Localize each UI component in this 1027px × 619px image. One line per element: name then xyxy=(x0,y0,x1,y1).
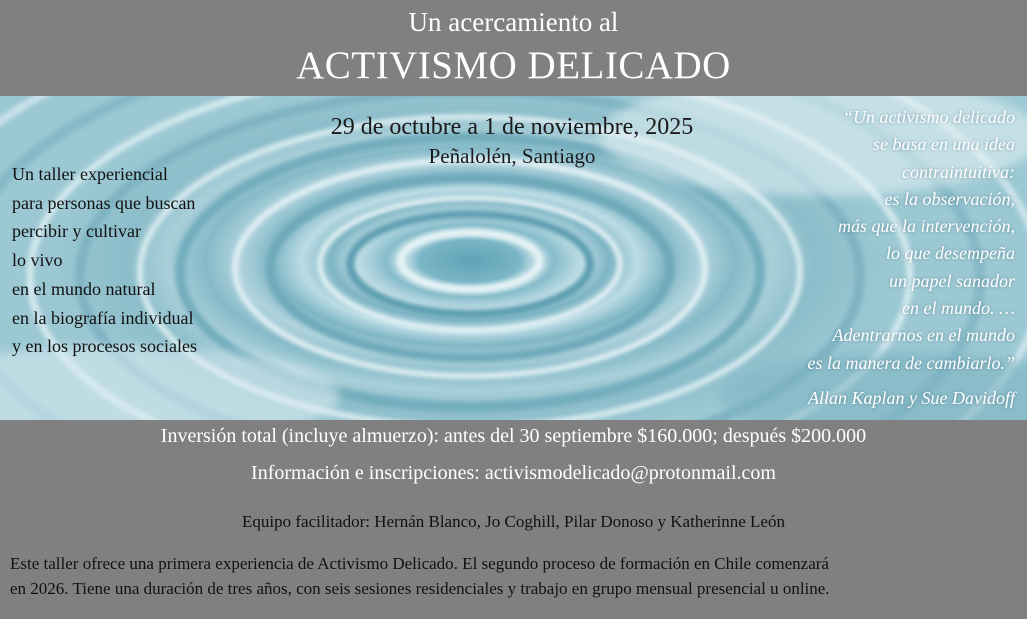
workshop-description xyxy=(12,160,252,361)
quote-line: un papel sanador xyxy=(889,270,1015,291)
event-date: 29 de octubre a 1 de noviembre, 2025 xyxy=(330,114,694,140)
footer-line: en 2026. Tiene una duración de tres años, con seis sesiones residenciales y trabajo en grupo mensual presencial u online. xyxy=(10,579,830,598)
quote-line: Adentrarnos en el mundo xyxy=(832,325,1015,346)
quote-line: se basa en una idea xyxy=(873,134,1015,155)
page-title: ACTIVISMO DELICADO xyxy=(296,44,731,87)
water-ripple-banner xyxy=(0,96,1027,420)
quote-line: en el mundo. … xyxy=(902,298,1015,319)
quote-block xyxy=(725,104,1015,412)
team-info: Equipo facilitador: Hernán Blanco, Jo Coghill, Pilar Donoso y Katherinne León xyxy=(242,512,785,531)
description-line: y en los procesos sociales xyxy=(12,336,197,357)
quote-line: es la manera de cambiarlo.” xyxy=(807,352,1015,373)
event-place: Peñalolén, Santiago xyxy=(428,144,596,168)
quote-line: lo que desempeña xyxy=(886,243,1015,264)
description-line: lo vivo xyxy=(12,250,63,271)
footer-description xyxy=(10,551,1020,601)
description-line: para personas que buscan xyxy=(12,192,196,213)
footer-line: Este taller ofrece una primera experiencia de Activismo Delicado. El segundo proceso de formación en Chile comenzará xyxy=(10,554,829,573)
quote-author: Allan Kaplan y Sue Davidoff xyxy=(808,387,1015,408)
contact-info: Información e inscripciones: activismodelicado@protonmail.com xyxy=(251,462,776,484)
description-line: percibir y cultivar xyxy=(12,221,141,242)
description-line: en el mundo natural xyxy=(12,278,156,299)
description-line: en la biografía individual xyxy=(12,307,194,328)
quote-line: contraintuitiva: xyxy=(902,161,1015,182)
quote-line: “Un activismo delicado xyxy=(843,107,1015,127)
quote-line: es la observación, xyxy=(884,188,1015,209)
quote-line: más que la intervención, xyxy=(838,216,1015,237)
price-info: Inversión total (incluye almuerzo): antes del 30 septiembre $160.000; después $200.000 xyxy=(160,425,867,447)
description-line: Un taller experiencial xyxy=(12,164,168,184)
header-subtitle: Un acercamiento al xyxy=(408,7,619,37)
header xyxy=(0,0,1027,96)
